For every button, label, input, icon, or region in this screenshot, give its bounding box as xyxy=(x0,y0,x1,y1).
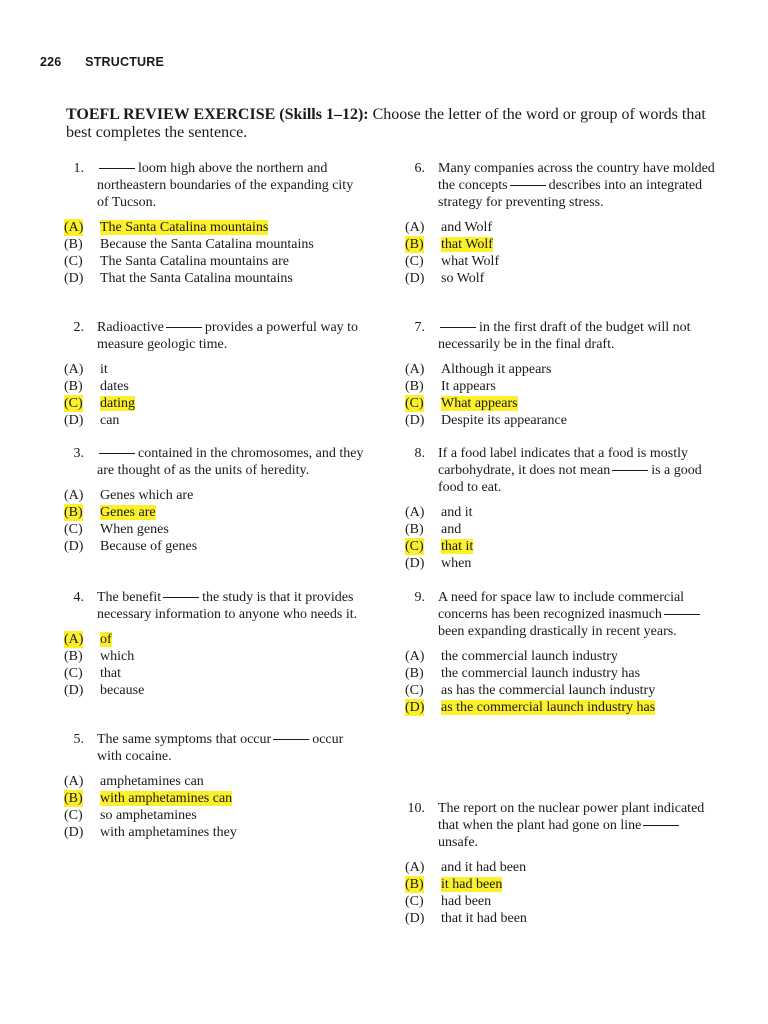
option-letter: (B) xyxy=(64,791,83,806)
question-stem xyxy=(405,445,705,496)
option-letter: (A) xyxy=(405,220,425,235)
stem-text-after-blank: been expanding drastically in recent years. xyxy=(438,624,677,639)
stem-text-after-blank: describes into an integrated strategy for preventing stress. xyxy=(438,178,703,210)
option-text: Because the Santa Catalina mountains xyxy=(100,237,314,252)
question-number: 8. xyxy=(414,446,425,461)
option-letter: (D) xyxy=(64,683,84,698)
option-letter: (C) xyxy=(405,396,424,411)
question-stem xyxy=(405,160,715,211)
option-letter: (C) xyxy=(64,666,83,681)
option-text: It appears xyxy=(441,379,496,394)
option-letter: (C) xyxy=(64,522,83,537)
answer-option xyxy=(64,648,364,665)
option-letter: (D) xyxy=(64,271,84,286)
answer-option xyxy=(64,487,364,504)
option-text: and it had been xyxy=(441,860,527,875)
stem-text-after-blank: in the first draft of the budget will not necessarily be in the final draft. xyxy=(438,320,691,352)
question-10 xyxy=(405,800,705,927)
stem-text-after-blank: is a good food to eat. xyxy=(438,463,702,495)
question-7 xyxy=(405,319,705,429)
option-letter: (A) xyxy=(64,632,84,647)
option-letter: (C) xyxy=(405,894,424,909)
question-stem xyxy=(405,589,705,640)
stem-text-before-blank: If a food label indicates that a food is mostly carbohydrate, it does not mean xyxy=(438,446,688,478)
option-text: When genes xyxy=(100,522,169,537)
option-text: can xyxy=(100,413,120,428)
option-text: which xyxy=(100,649,135,664)
answer-options xyxy=(405,648,705,716)
option-text: and it xyxy=(441,505,473,520)
question-8 xyxy=(405,445,705,572)
option-letter: (C) xyxy=(405,539,424,554)
option-letter: (A) xyxy=(405,860,425,875)
option-text: Genes which are xyxy=(100,488,194,503)
option-letter: (C) xyxy=(405,683,424,698)
option-letter: (D) xyxy=(405,413,425,428)
option-text-highlighted: that Wolf xyxy=(441,237,493,252)
option-text: and Wolf xyxy=(441,220,493,235)
question-stem xyxy=(64,319,364,353)
stem-text-after-blank: provides a powerful way to measure geologic time. xyxy=(97,320,359,352)
answer-option xyxy=(64,824,364,841)
option-text: and xyxy=(441,522,462,537)
question-2 xyxy=(64,319,364,429)
option-letter: (A) xyxy=(64,220,84,235)
answer-option xyxy=(405,648,705,665)
option-text-highlighted: Genes are xyxy=(100,505,156,520)
answer-option xyxy=(64,682,364,699)
option-letter: (B) xyxy=(405,379,424,394)
answer-option xyxy=(405,893,705,910)
option-text-highlighted: with amphetamines can xyxy=(100,791,233,806)
option-letter: (C) xyxy=(64,808,83,823)
stem-text-before-blank: The benefit xyxy=(97,590,162,605)
stem-text-before-blank: A need for space law to include commercial concerns has been recognized inasmuch xyxy=(438,590,685,622)
stem-text-after-blank: unsafe. xyxy=(438,835,479,850)
answer-blank xyxy=(643,824,679,826)
option-text: Despite its appearance xyxy=(441,413,567,428)
option-text: that xyxy=(100,666,121,681)
answer-option xyxy=(64,270,364,287)
option-text: the commercial launch industry has xyxy=(441,666,641,681)
answer-options xyxy=(405,504,705,572)
answer-option xyxy=(64,631,364,648)
option-text: had been xyxy=(441,894,492,909)
option-letter: (B) xyxy=(405,666,424,681)
answer-blank xyxy=(440,326,476,328)
stem-text-after-blank: contained in the chromosomes, and they are thought of as the units of heredity. xyxy=(97,446,364,478)
question-stem xyxy=(64,160,364,211)
option-letter: (B) xyxy=(64,505,83,520)
answer-option xyxy=(64,807,364,824)
answer-option xyxy=(405,665,705,682)
option-letter: (B) xyxy=(64,379,83,394)
question-6 xyxy=(405,160,715,287)
answer-options xyxy=(64,487,364,555)
answer-option xyxy=(405,412,705,429)
option-letter: (A) xyxy=(64,774,84,789)
option-letter: (D) xyxy=(405,271,425,286)
stem-text-before-blank: The report on the nuclear power plant indicated that when the plant had gone on line xyxy=(438,801,705,833)
question-number: 4. xyxy=(73,590,84,605)
answer-option xyxy=(64,236,364,253)
answer-options xyxy=(405,361,705,429)
option-text: as has the commercial launch industry xyxy=(441,683,656,698)
option-text: The Santa Catalina mountains are xyxy=(100,254,289,269)
answer-blank xyxy=(99,167,135,169)
option-letter: (B) xyxy=(64,237,83,252)
question-4 xyxy=(64,589,364,699)
answer-option xyxy=(405,253,715,270)
stem-text-before-blank: Radioactive xyxy=(97,320,164,335)
answer-blank xyxy=(273,738,309,740)
option-text: amphetamines can xyxy=(100,774,204,789)
answer-options xyxy=(405,219,715,287)
option-text: what Wolf xyxy=(441,254,500,269)
option-text-highlighted: that it xyxy=(441,539,474,554)
question-number: 5. xyxy=(73,732,84,747)
option-text-highlighted: The Santa Catalina mountains xyxy=(100,220,269,235)
question-number: 3. xyxy=(73,446,84,461)
answer-option xyxy=(405,682,705,699)
answer-option xyxy=(405,859,705,876)
answer-option xyxy=(64,395,364,412)
option-text: dates xyxy=(100,379,129,394)
answer-option xyxy=(64,219,364,236)
question-5 xyxy=(64,731,364,841)
answer-option xyxy=(64,790,364,807)
option-text: so Wolf xyxy=(441,271,485,286)
option-letter: (D) xyxy=(64,539,84,554)
question-number: 10. xyxy=(407,801,425,816)
option-text: because xyxy=(100,683,145,698)
stem-text-after-blank: the study is that it provides necessary information to anyone who needs it. xyxy=(97,590,358,622)
option-letter: (A) xyxy=(64,362,84,377)
answer-option xyxy=(64,378,364,395)
option-letter: (A) xyxy=(64,488,84,503)
answer-option xyxy=(405,555,705,572)
option-letter: (B) xyxy=(64,649,83,664)
answer-options xyxy=(64,219,364,287)
answer-blank xyxy=(99,452,135,454)
answer-option xyxy=(405,521,705,538)
question-1 xyxy=(64,160,364,287)
stem-text-after-blank: loom high above the northern and northeastern boundaries of the expanding city of Tucson. xyxy=(97,161,354,210)
option-letter: (D) xyxy=(64,413,84,428)
question-stem xyxy=(405,800,705,851)
answer-options xyxy=(64,773,364,841)
option-letter: (B) xyxy=(405,877,424,892)
answer-options xyxy=(64,361,364,429)
exercise-instructions xyxy=(66,106,726,142)
option-text: with amphetamines they xyxy=(100,825,237,840)
answer-option xyxy=(405,699,705,716)
answer-blank xyxy=(163,596,199,598)
answer-option xyxy=(64,412,364,429)
answer-options xyxy=(405,859,705,927)
answer-option xyxy=(64,253,364,270)
option-letter: (D) xyxy=(405,700,425,715)
option-text: that it had been xyxy=(441,911,527,926)
option-text: when xyxy=(441,556,472,571)
option-letter: (A) xyxy=(405,362,425,377)
answer-option xyxy=(405,395,705,412)
option-letter: (B) xyxy=(405,522,424,537)
option-text-highlighted: it had been xyxy=(441,877,503,892)
answer-options xyxy=(64,631,364,699)
answer-option xyxy=(405,504,705,521)
option-letter: (A) xyxy=(405,505,425,520)
answer-option xyxy=(64,665,364,682)
option-text-highlighted: of xyxy=(100,632,112,647)
stem-text-after-blank: occur with cocaine. xyxy=(97,732,344,764)
question-stem xyxy=(405,319,705,353)
question-stem xyxy=(64,731,364,765)
stem-text-before-blank: Many companies across the country have molded the concepts xyxy=(438,161,715,193)
option-text: Although it appears xyxy=(441,362,552,377)
answer-option xyxy=(405,270,715,287)
question-9 xyxy=(405,589,705,716)
answer-blank xyxy=(166,326,202,328)
answer-option xyxy=(405,361,705,378)
option-letter: (C) xyxy=(64,254,83,269)
option-text-highlighted: as the commercial launch industry has xyxy=(441,700,656,715)
question-number: 9. xyxy=(414,590,425,605)
option-letter: (B) xyxy=(405,237,424,252)
answer-option xyxy=(64,538,364,555)
answer-blank xyxy=(664,613,700,615)
option-text-highlighted: dating xyxy=(100,396,135,411)
option-text: That the Santa Catalina mountains xyxy=(100,271,293,286)
page-number: 226 xyxy=(40,55,62,69)
answer-option xyxy=(64,773,364,790)
answer-option xyxy=(405,219,715,236)
question-3 xyxy=(64,445,364,555)
answer-option xyxy=(64,521,364,538)
option-text: so amphetamines xyxy=(100,808,197,823)
answer-option xyxy=(405,236,715,253)
question-number: 6. xyxy=(414,161,425,176)
option-letter: (A) xyxy=(405,649,425,664)
answer-blank xyxy=(510,184,546,186)
answer-option xyxy=(64,361,364,378)
answer-option xyxy=(405,378,705,395)
option-letter: (C) xyxy=(405,254,424,269)
page-header xyxy=(40,55,164,69)
answer-option xyxy=(405,876,705,893)
option-text-highlighted: What appears xyxy=(441,396,518,411)
option-letter: (D) xyxy=(64,825,84,840)
answer-blank xyxy=(612,469,648,471)
question-number: 7. xyxy=(414,320,425,335)
answer-option xyxy=(405,910,705,927)
answer-option xyxy=(64,504,364,521)
question-number: 2. xyxy=(73,320,84,335)
section-title: STRUCTURE xyxy=(85,55,165,69)
question-stem xyxy=(64,589,364,623)
option-letter: (D) xyxy=(405,556,425,571)
answer-option xyxy=(405,538,705,555)
question-stem xyxy=(64,445,364,479)
option-letter: (D) xyxy=(405,911,425,926)
question-number: 1. xyxy=(73,161,84,176)
exercise-directions: Choose the letter of the word or group of words that best completes the sentence. xyxy=(66,106,706,141)
option-text: it xyxy=(100,362,108,377)
option-text: Because of genes xyxy=(100,539,198,554)
stem-text-before-blank: The same symptoms that occur xyxy=(97,732,272,747)
option-text: the commercial launch industry xyxy=(441,649,618,664)
option-letter: (C) xyxy=(64,396,83,411)
exercise-title: TOEFL REVIEW EXERCISE (Skills 1–12): xyxy=(66,106,369,123)
